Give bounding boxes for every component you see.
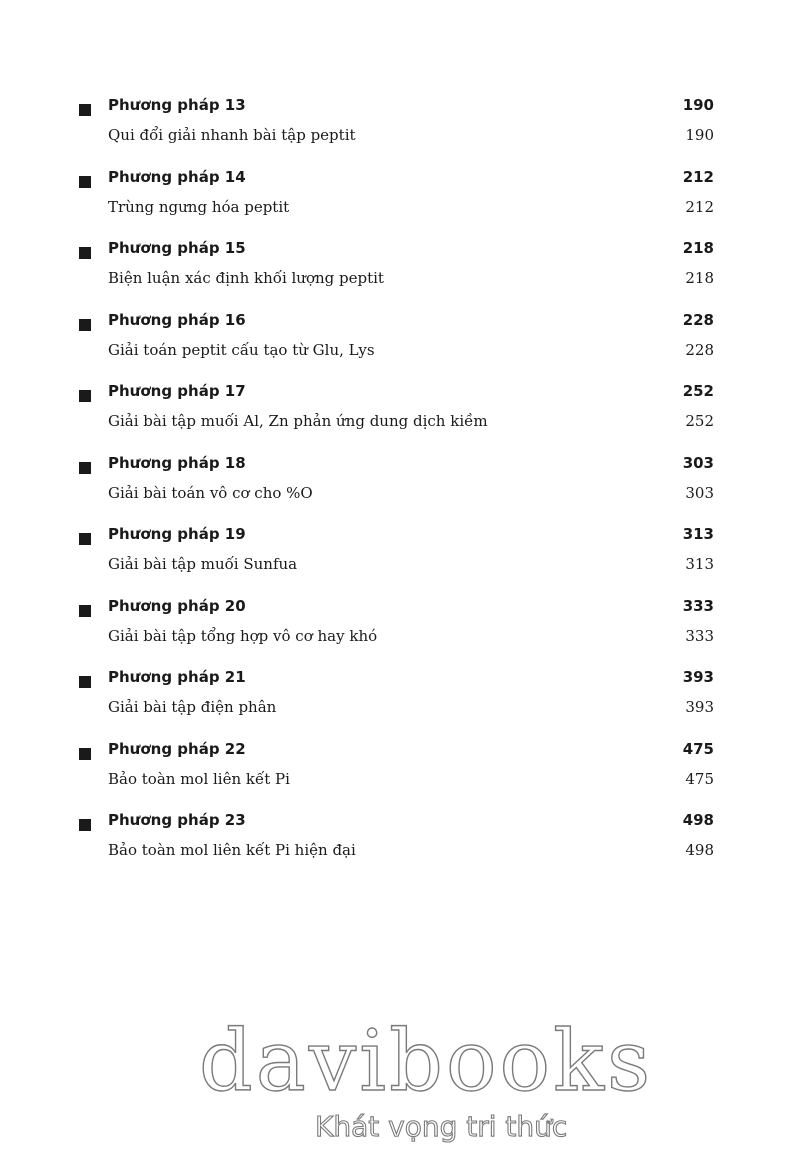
method-page-number: 313	[682, 525, 714, 543]
topic-title: Bảo toàn mol liên kết Pi	[108, 769, 290, 788]
toc-entry	[0, 453, 800, 526]
method-title: Phương pháp 13	[108, 96, 246, 114]
method-page-number: 212	[682, 167, 714, 186]
method-page-number: 218	[682, 239, 714, 257]
publisher-watermark	[195, 1012, 654, 1152]
topic-title: Giải bài tập muối Sunfua	[108, 555, 298, 573]
square-bullet-icon	[79, 247, 91, 259]
brand-tagline: Khát vọng tri thức	[315, 1110, 568, 1143]
topic-page-number: 303	[685, 483, 714, 502]
method-title: Phương pháp 21	[108, 668, 246, 686]
method-title: Phương pháp 23	[108, 811, 246, 829]
topic-page-number: 393	[685, 698, 714, 716]
topic-page-number: 498	[685, 841, 714, 859]
method-page-number: 393	[682, 668, 714, 686]
square-bullet-icon	[79, 104, 91, 116]
topic-title: Trùng ngưng hóa peptit	[108, 197, 290, 216]
topic-title: Giải bài tập tổng hợp vô cơ hay khó	[108, 626, 378, 645]
topic-title: Bảo toàn mol liên kết Pi hiện đại	[108, 841, 356, 859]
toc-entry	[0, 668, 800, 740]
square-bullet-icon	[79, 819, 91, 831]
square-bullet-icon	[79, 176, 91, 188]
topic-title: Giải toán peptit cấu tạo từ Glu, Lys	[108, 340, 375, 359]
square-bullet-icon	[79, 390, 91, 402]
topic-page-number: 228	[685, 340, 714, 359]
topic-page-number: 252	[685, 412, 714, 430]
toc-entry	[0, 239, 800, 311]
square-bullet-icon	[79, 462, 91, 474]
square-bullet-icon	[79, 676, 91, 688]
method-page-number: 190	[682, 96, 714, 114]
toc-entry	[0, 596, 800, 669]
square-bullet-icon	[79, 748, 91, 760]
toc-entry	[0, 382, 800, 454]
toc-entry	[0, 167, 800, 240]
method-title: Phương pháp 15	[108, 239, 246, 257]
method-page-number: 252	[682, 382, 714, 400]
square-bullet-icon	[79, 533, 91, 545]
method-page-number: 228	[682, 310, 714, 329]
method-title: Phương pháp 19	[108, 525, 246, 543]
method-page-number: 498	[682, 811, 714, 829]
brand-name: davibooks	[199, 1012, 654, 1110]
toc-entry	[0, 310, 800, 383]
method-page-number: 475	[682, 739, 714, 758]
toc-entry	[0, 96, 800, 168]
method-page-number: 333	[682, 596, 714, 615]
square-bullet-icon	[79, 319, 91, 331]
method-title: Phương pháp 14	[108, 167, 246, 186]
topic-title: Giải bài toán vô cơ cho %O	[108, 483, 313, 502]
topic-title: Biện luận xác định khối lượng peptit	[108, 269, 384, 287]
toc-entry	[0, 739, 800, 812]
topic-page-number: 475	[685, 769, 714, 788]
method-page-number: 303	[682, 453, 714, 472]
topic-page-number: 313	[685, 555, 714, 573]
topic-page-number: 190	[685, 126, 714, 144]
toc-entry	[0, 811, 800, 883]
topic-title: Giải bài tập muối Al, Zn phản ứng dung dịch kiềm	[108, 412, 488, 430]
method-title: Phương pháp 18	[108, 453, 246, 472]
method-title: Phương pháp 16	[108, 310, 246, 329]
topic-title: Giải bài tập điện phân	[108, 698, 277, 716]
square-bullet-icon	[79, 605, 91, 617]
topic-page-number: 218	[685, 269, 714, 287]
method-title: Phương pháp 22	[108, 739, 246, 758]
topic-title: Qui đổi giải nhanh bài tập peptit	[108, 126, 356, 144]
method-title: Phương pháp 20	[108, 596, 246, 615]
toc-entry	[0, 525, 800, 597]
topic-page-number: 212	[685, 197, 714, 216]
topic-page-number: 333	[685, 626, 714, 645]
method-title: Phương pháp 17	[108, 382, 246, 400]
